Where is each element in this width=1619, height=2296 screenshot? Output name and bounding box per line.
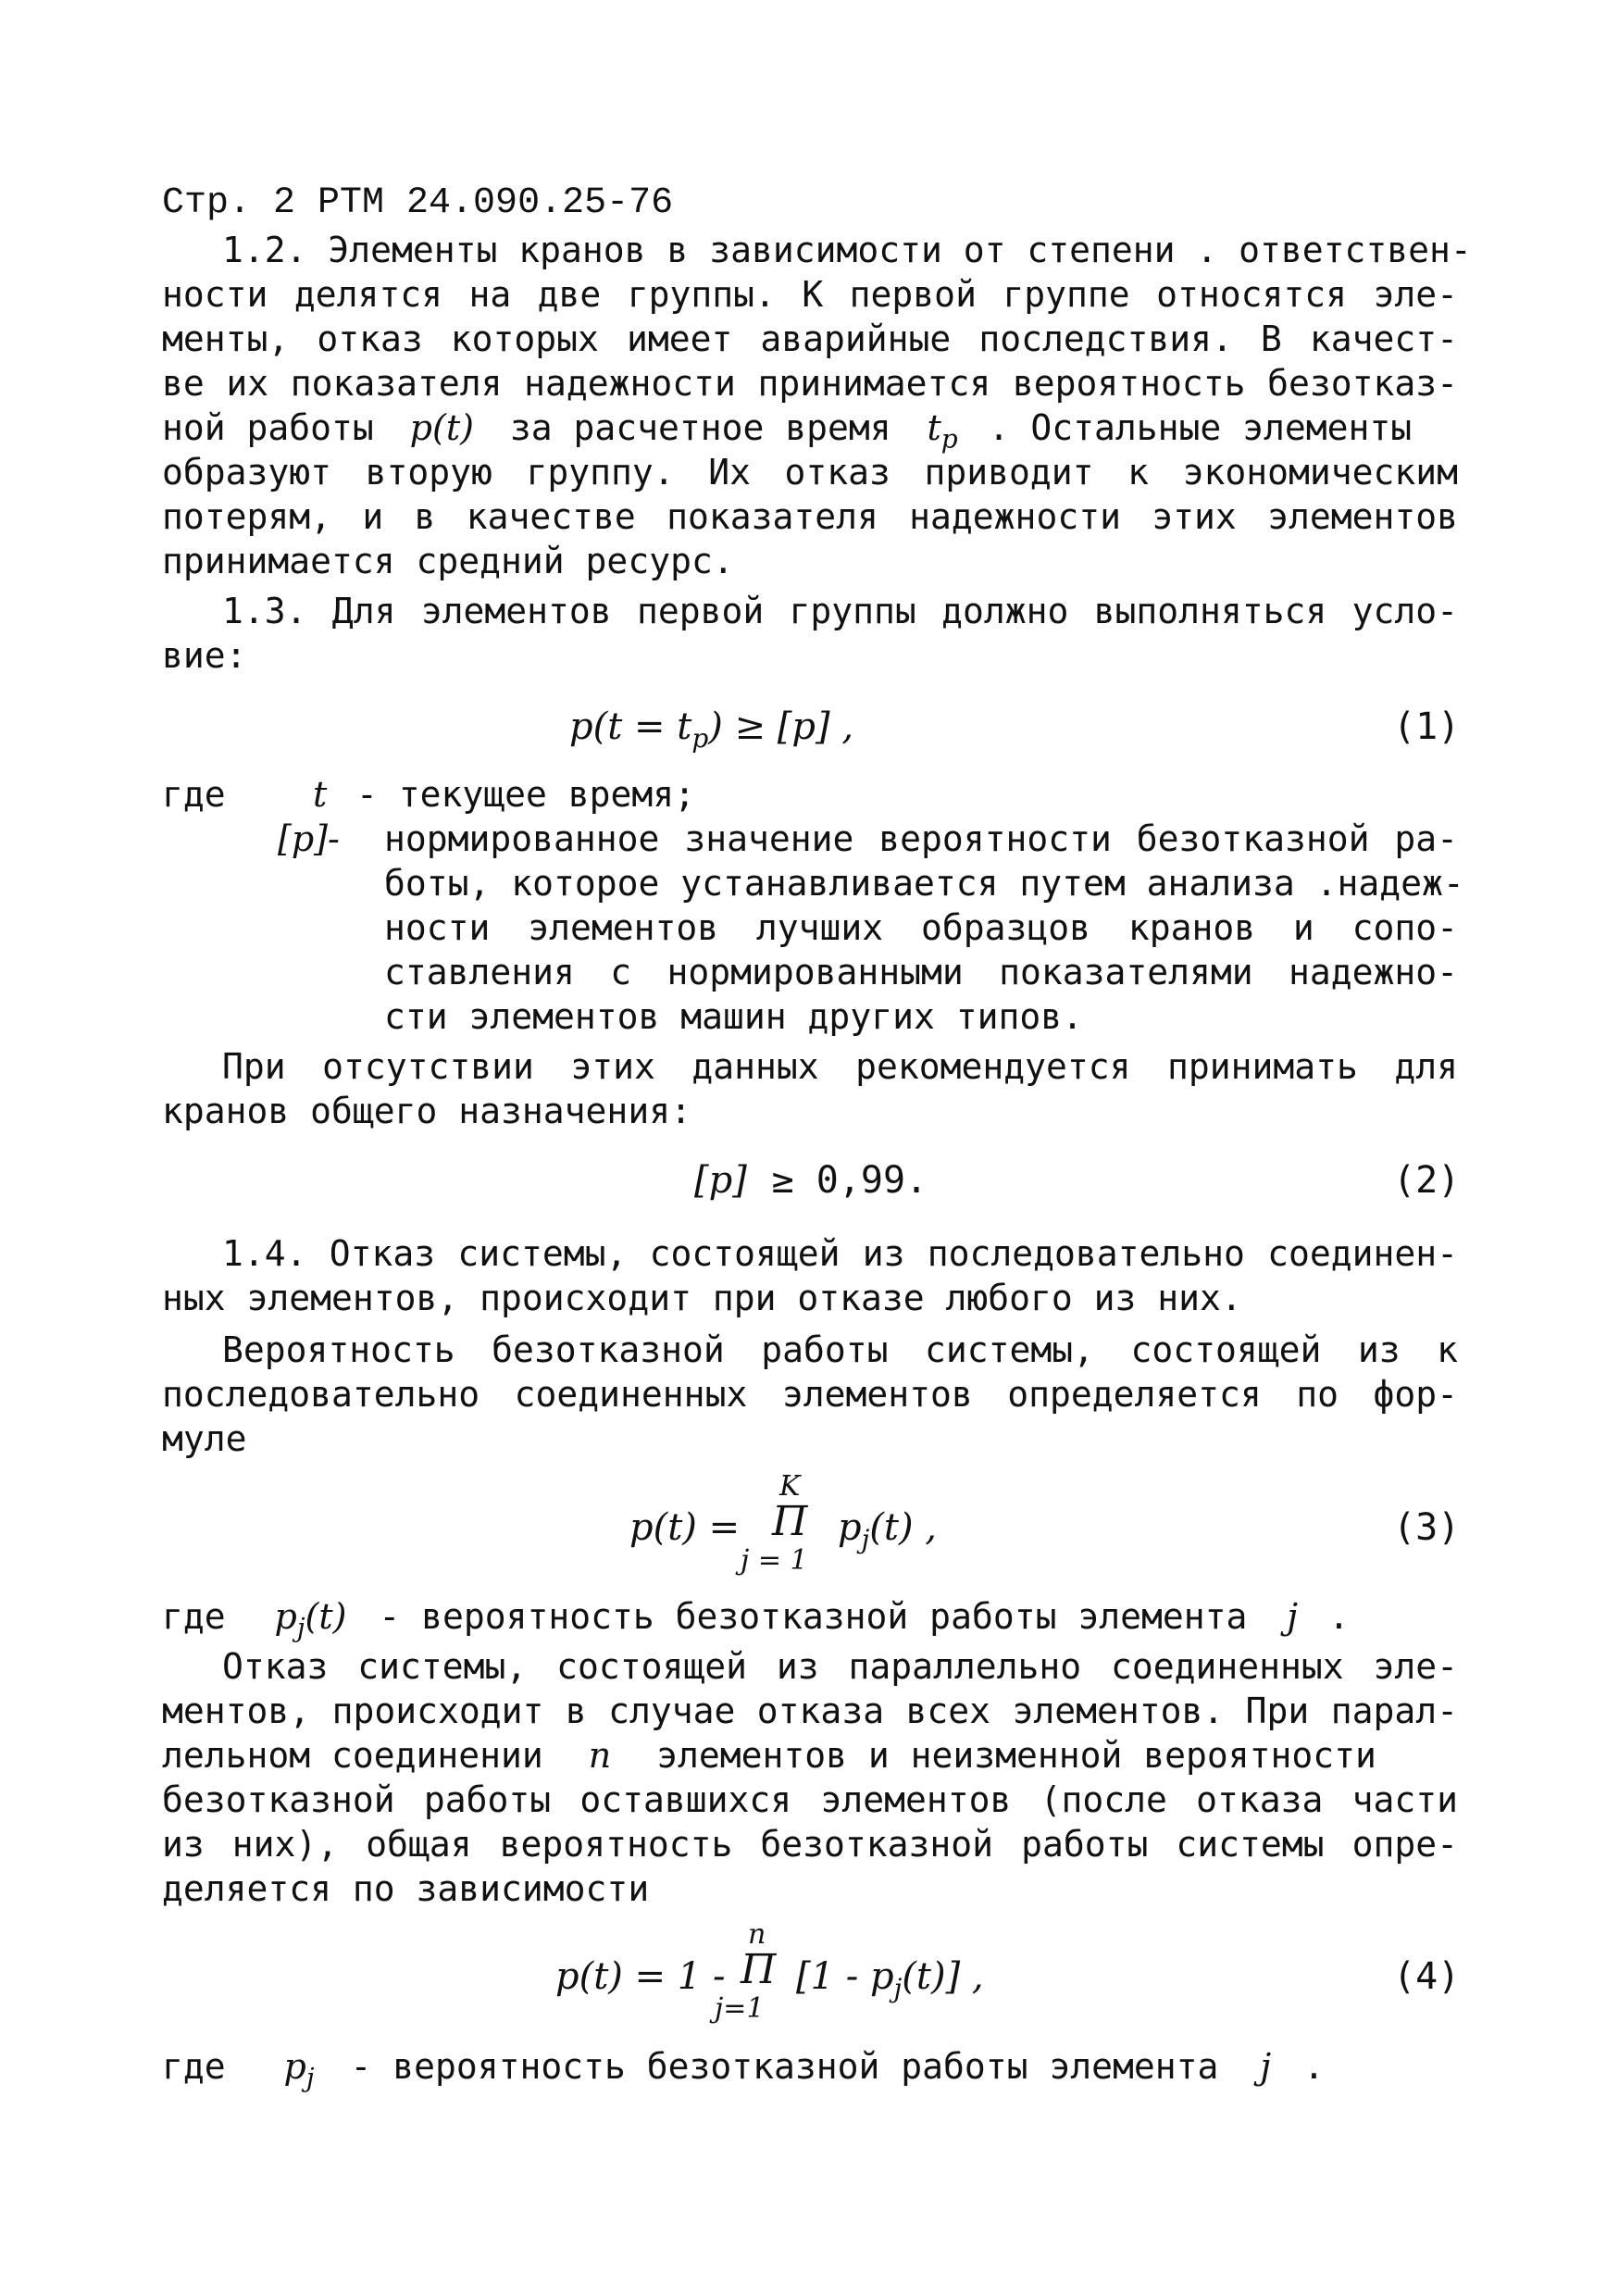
- product-lower-limit: j=1: [715, 1992, 765, 2025]
- definition: - вероятность безотказной работы элемента: [350, 2046, 1219, 2087]
- symbol-pj-t: $p_j(t)$: [274, 1596, 347, 1643]
- text-line: последовательно соединенных элементов определяется по фор-: [162, 1374, 1458, 1415]
- where-word: где: [162, 1596, 226, 1637]
- where-word: где: [162, 774, 226, 815]
- where-word: где: [162, 2046, 226, 2087]
- formula-1: $p(t = t_p) \ge [p]$ ,: [569, 705, 854, 754]
- text-line: муле: [162, 1418, 247, 1459]
- text-fragment: за расчетное время: [509, 407, 891, 448]
- text-line: ных элементов, происходит при отказе любого из них.: [162, 1278, 1242, 1318]
- text-line: 1.2. Элементы кранов в зависимости от степени . ответствен-: [222, 230, 1472, 270]
- product-symbol: П: [772, 1498, 808, 1545]
- text-fragment: . Остальные элементы: [988, 407, 1413, 448]
- formula-4-term: $[1 - p_j(t)]$ ,: [796, 1955, 984, 2003]
- symbol-j: j: [1287, 1596, 1299, 1637]
- definition-line: сти элементов машин других типов.: [384, 996, 1083, 1037]
- symbol-t-p: $t_p$: [927, 407, 958, 455]
- symbol-n: n: [588, 1735, 612, 1776]
- definition-line: ставления с нормированными показателями надежно-: [384, 952, 1458, 992]
- text-line: из них), общая вероятность безотказной работы системы опре-: [162, 1824, 1458, 1865]
- product-upper-limit: K: [779, 1470, 801, 1503]
- equation-number: (2): [1393, 1159, 1461, 1202]
- text-line: потерям, и в качестве показателя надежности этих элементов: [162, 496, 1458, 537]
- text-fragment: ной работы: [162, 407, 374, 448]
- formula-3-lhs: p(t) =: [629, 1506, 741, 1549]
- text-line: менты, отказ которых имеет аварийные последствия. В качест-: [162, 318, 1458, 359]
- text-line: При отсутствии этих данных рекомендуется принимать для: [222, 1046, 1458, 1087]
- formula-4-lhs: p(t) = 1 -: [555, 1955, 726, 1998]
- page-header: Стр. 2 РТМ 24.090.25-76: [162, 182, 674, 224]
- symbol-t: t: [313, 774, 328, 815]
- definition-t: - текущее время;: [356, 774, 696, 815]
- symbol-pj: $p_j$: [283, 2046, 315, 2093]
- formula-3-term: $p_j(t)$ ,: [838, 1506, 938, 1554]
- text-line: безотказной работы оставшихся элементов (после отказа части: [162, 1779, 1458, 1820]
- text-line: Отказ системы, состоящей из параллельно соединенных эле-: [222, 1646, 1458, 1687]
- text-fragment: лельном соединении: [162, 1735, 543, 1776]
- product-symbol: П: [741, 1946, 777, 1993]
- where-line: где $p_j$ - вероятность безотказной работы элемента j .: [162, 2046, 1325, 2093]
- text-line: 1.3. Для элементов первой группы должно выполняться усло-: [222, 591, 1458, 631]
- product-upper-limit: n: [748, 1918, 766, 1951]
- equation-number: (3): [1393, 1506, 1461, 1549]
- text-line: 1.4. Отказ системы, состоящей из последовательно соединен-: [222, 1233, 1458, 1274]
- text-line: кранов общего назначения:: [162, 1091, 691, 1131]
- definition-line: ности элементов лучших образцов кранов и сопо-: [384, 907, 1458, 948]
- text-line: образуют вторую группу. Их отказ приводит к экономическим: [162, 452, 1458, 493]
- symbol-p-norm: [p]-: [278, 818, 340, 859]
- definition: - вероятность безотказной работы элемента: [379, 1596, 1248, 1637]
- text-line: принимается средний ресурс.: [162, 541, 734, 581]
- text-line: ности делятся на две группы. К первой группе относятся эле-: [162, 274, 1458, 315]
- where-line: где $p_j(t)$ - вероятность безотказной работы элемента j .: [162, 1596, 1350, 1643]
- text-fragment: элементов и неизменной вероятности: [656, 1735, 1376, 1776]
- text-line: ментов, происходит в случае отказа всех элементов. При парал-: [162, 1691, 1458, 1731]
- definition-line: боты, которое устанавливается путем анализа .надеж-: [384, 863, 1464, 904]
- equation-number: (4): [1393, 1955, 1461, 1998]
- text-line: ве их показателя надежности принимается вероятность безотказ-: [162, 363, 1458, 404]
- product-lower-limit: j = 1: [741, 1544, 808, 1577]
- text-line: деляется по зависимости: [162, 1868, 650, 1909]
- text-line-with-symbols: [162, 1733, 1458, 1778]
- equation-number: (1): [1393, 705, 1461, 748]
- text-line: Вероятность безотказной работы системы, состоящей из к: [222, 1329, 1458, 1370]
- definition-line: нормированное значение вероятности безотказной ра-: [384, 818, 1458, 859]
- symbol-p-t: p(t): [409, 407, 474, 448]
- symbol-j: j: [1260, 2046, 1272, 2087]
- formula-2: [p] ≥ 0,99.: [694, 1159, 928, 1202]
- text-line: вие:: [162, 635, 247, 676]
